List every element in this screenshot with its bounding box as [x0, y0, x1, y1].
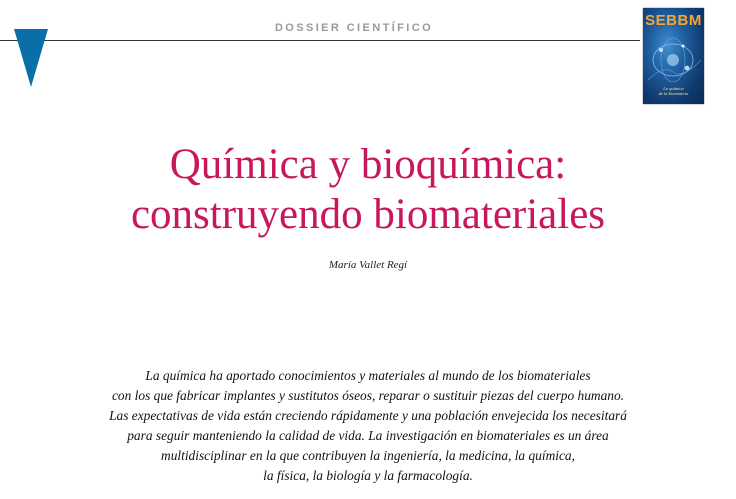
corner-triangle-icon [14, 29, 48, 87]
cover-subtitle: La química de la biomateria [658, 86, 689, 96]
cover-art-icon [643, 30, 704, 90]
abstract-line: Las expectativas de vida están creciendo rápidamente y una población envejecida los necesitará [109, 408, 627, 423]
abstract-line: multidisciplinar en la que contribuyen la ingeniería, la medicina, la química, [161, 448, 575, 463]
article-title [0, 140, 736, 240]
article-abstract [60, 366, 676, 486]
abstract-line: La química ha aportado conocimientos y materiales al mundo de los biomateriales [145, 368, 591, 383]
journal-cover-thumbnail [643, 8, 704, 104]
section-label: DOSSIER CIENTÍFICO [274, 22, 434, 34]
article-author: María Vallet Regí [328, 259, 408, 271]
article-title-line: construyendo biomateriales [130, 191, 606, 238]
abstract-line: para seguir manteniendo la calidad de vida. La investigación en biomateriales es un área [127, 428, 609, 443]
header-rule [0, 40, 640, 41]
abstract-line: con los que fabricar implantes y sustitutos óseos, reparar o sustituir piezas del cuerpo humano. [111, 388, 625, 403]
cover-title: SEBBM [645, 12, 702, 29]
abstract-line: la física, la biología y la farmacología. [263, 468, 473, 483]
article-title-line: Química y bioquímica: [169, 141, 567, 188]
